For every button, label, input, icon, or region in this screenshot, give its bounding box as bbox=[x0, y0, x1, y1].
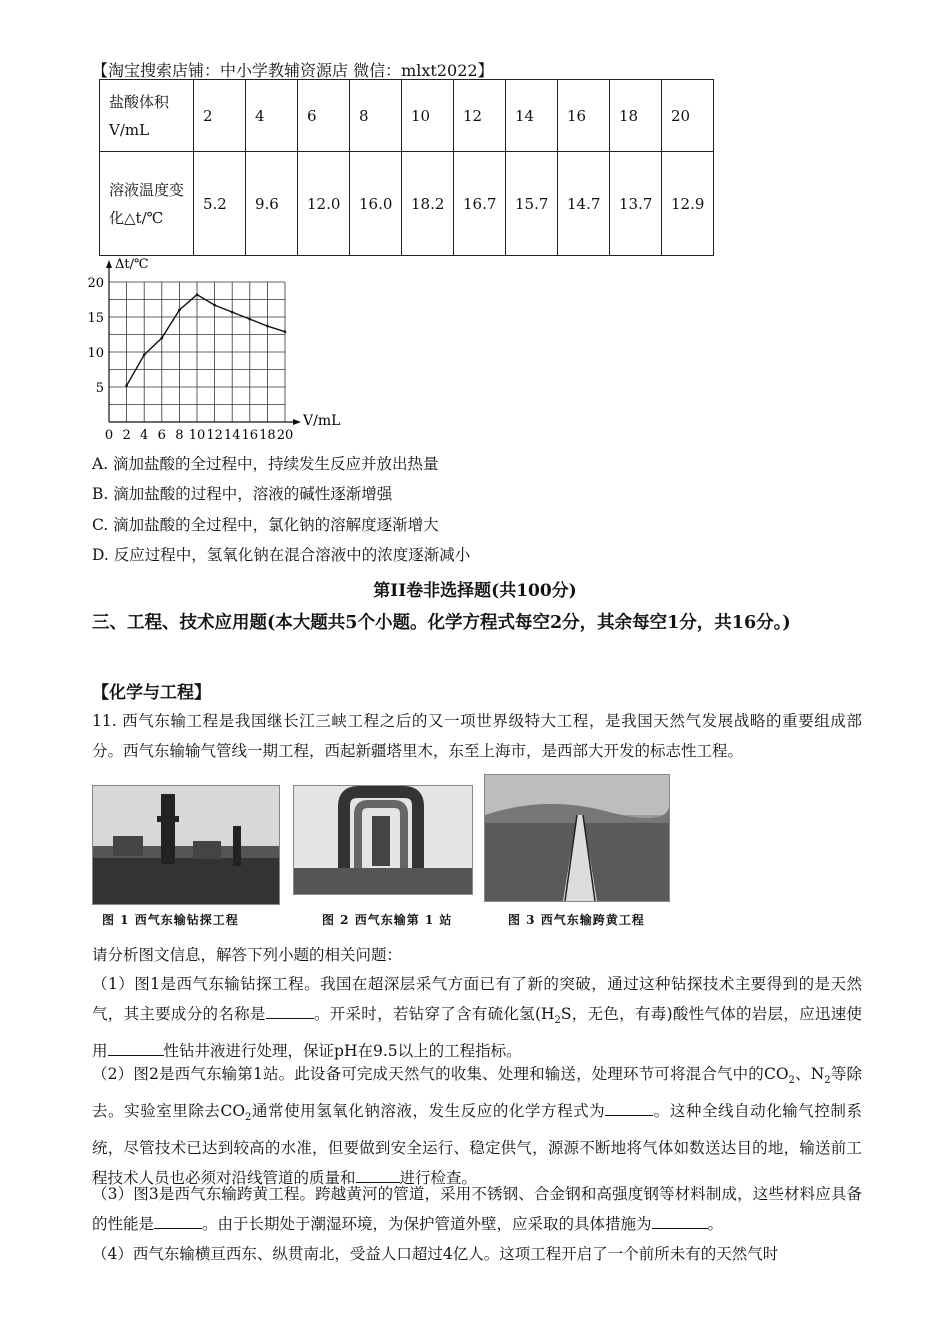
table-cell: 16.7 bbox=[454, 152, 506, 256]
x-tick-label: 0 bbox=[104, 428, 114, 443]
table-cell: 5.2 bbox=[194, 152, 246, 256]
x-axis-label: V/mL bbox=[303, 413, 341, 429]
q1-text-b: 。开采时，若钻穿了含有硫化氢(H bbox=[313, 1005, 555, 1023]
data-point bbox=[196, 293, 199, 296]
question-11-intro: 11. 西气东输工程是我国继长江三峡工程之后的又一项世界级特大工程，是我国天然气发展战略的重要组成部分。西气东输输气管线一期工程，西起新疆塔里木，东至上海市，是西部大开发的标志性工程。 bbox=[92, 712, 862, 760]
data-point bbox=[161, 337, 164, 340]
q1-subscript: 2 bbox=[554, 1015, 561, 1027]
data-point bbox=[284, 330, 287, 333]
q2-subscript: 2 bbox=[245, 1112, 252, 1124]
x-axis-arrow bbox=[293, 419, 301, 425]
table-cell: 9.6 bbox=[246, 152, 298, 256]
question-11-1 bbox=[92, 969, 862, 1066]
data-point bbox=[231, 311, 234, 314]
data-table bbox=[99, 79, 714, 256]
q2-text-c: 等除去。实验室里除去CO bbox=[92, 1065, 862, 1121]
q1-text-d: 性钻井液进行处理，保证pH在9.5以上的工程指标。 bbox=[163, 1042, 522, 1061]
x-tick-label: 12 bbox=[206, 428, 223, 443]
figure-2-caption: 图 2 西气东输第 1 站 bbox=[322, 913, 453, 927]
q2-subscript: 2 bbox=[824, 1075, 831, 1087]
x-tick-label: 20 bbox=[276, 428, 294, 443]
data-point bbox=[178, 309, 181, 312]
answer-blank[interactable] bbox=[652, 1213, 708, 1230]
table-cell: 8 bbox=[350, 80, 402, 152]
answer-blank[interactable] bbox=[108, 1040, 164, 1057]
row-label-volume: 盐酸体积V/mL bbox=[100, 80, 194, 152]
table-row bbox=[100, 80, 714, 152]
x-tick-label: 16 bbox=[241, 428, 259, 443]
bracket-title: 【化学与工程】 bbox=[92, 683, 211, 703]
part3-title: 三、工程、技术应用题(本大题共5个小题。化学方程式每空2分，其余每空1分，共16分。) bbox=[92, 613, 791, 633]
drilling-rig-illustration bbox=[93, 786, 279, 904]
table-row bbox=[100, 152, 714, 256]
table-cell: 15.7 bbox=[506, 152, 558, 256]
x-tick-label: 4 bbox=[140, 428, 149, 443]
data-point bbox=[125, 384, 128, 387]
q1-text-c: S，无色，有毒)酸性气体的岩层，应迅速使用 bbox=[92, 1005, 862, 1061]
y-axis-arrow bbox=[106, 260, 112, 268]
data-series-line bbox=[127, 295, 285, 386]
option-b: B. 滴加盐酸的过程中，溶液的碱性逐渐增强 bbox=[92, 485, 393, 503]
figure-3-image bbox=[484, 774, 670, 902]
table-cell: 12 bbox=[454, 80, 506, 152]
table-cell: 2 bbox=[194, 80, 246, 152]
x-tick-label: 10 bbox=[188, 428, 206, 443]
data-point bbox=[266, 325, 269, 328]
row-label-temp: 溶液温度变化△t/℃ bbox=[100, 152, 194, 256]
option-c: C. 滴加盐酸的全过程中，氯化钠的溶解度逐渐增大 bbox=[92, 516, 439, 534]
table-cell: 16.0 bbox=[350, 152, 402, 256]
figure-3-caption: 图 3 西气东输跨黄工程 bbox=[508, 913, 645, 927]
q2-text-e: 。这种全线自动化输气控制系统，尽管技术已达到较高的水准，但要做到安全运行、稳定供气，源源不断地将气体如数送达目的地，输送前工程技术人员也必须对沿线管道的质量和 bbox=[92, 1102, 862, 1188]
table-cell: 10 bbox=[402, 80, 454, 152]
question-11-2 bbox=[92, 1059, 862, 1193]
table-cell: 4 bbox=[246, 80, 298, 152]
table-cell: 13.7 bbox=[610, 152, 662, 256]
figure-1-caption: 图 1 西气东输钻探工程 bbox=[102, 913, 239, 927]
temperature-line-chart bbox=[82, 252, 372, 444]
table-cell: 18.2 bbox=[402, 152, 454, 256]
answer-blank[interactable] bbox=[154, 1213, 202, 1230]
q3-text-c: 。 bbox=[707, 1215, 724, 1233]
table-cell: 14 bbox=[506, 80, 558, 152]
question-11-4: （4）西气东输横亘西东、纵贯南北，受益人口超过4亿人。这项工程开启了一个前所未有的天然气时 bbox=[92, 1245, 779, 1263]
q2-text-d: 通常使用氢氧化钠溶液，发生反应的化学方程式为 bbox=[251, 1102, 606, 1121]
option-a: A. 滴加盐酸的全过程中，持续发生反应并放出热量 bbox=[92, 455, 439, 473]
data-point bbox=[143, 354, 146, 357]
q2-subscript: 2 bbox=[788, 1075, 795, 1087]
y-tick-label: 15 bbox=[87, 311, 104, 326]
x-tick-label: 14 bbox=[223, 428, 241, 443]
table-cell: 14.7 bbox=[558, 152, 610, 256]
section-title: 第II卷非选择题(共100分) bbox=[373, 581, 577, 601]
table-cell: 12.0 bbox=[298, 152, 350, 256]
answer-blank[interactable] bbox=[266, 1003, 314, 1020]
table-cell: 20 bbox=[662, 80, 714, 152]
gas-station-illustration bbox=[294, 786, 472, 894]
q2-text-b: 、N bbox=[794, 1065, 825, 1083]
x-tick-label: 18 bbox=[259, 428, 276, 443]
y-tick-label: 10 bbox=[87, 346, 104, 361]
y-axis-label: Δt/℃ bbox=[115, 257, 149, 272]
option-d: D. 反应过程中，氢氧化钠在混合溶液中的浓度逐渐减小 bbox=[92, 546, 471, 564]
q3-text-a: （3）图3是西气东输跨黄工程。跨越黄河的管道，采用不锈钢、合金钢和高强度钢等材料制成，这些材料应具备的性能是 bbox=[92, 1185, 862, 1233]
question-11-3 bbox=[92, 1179, 862, 1239]
figure-1-image bbox=[92, 785, 280, 905]
table-cell: 6 bbox=[298, 80, 350, 152]
data-point bbox=[213, 304, 216, 307]
x-tick-label: 6 bbox=[157, 428, 166, 443]
answer-blank[interactable] bbox=[605, 1100, 653, 1117]
x-tick-label: 2 bbox=[122, 428, 131, 443]
data-point bbox=[249, 318, 252, 321]
table-cell: 16 bbox=[558, 80, 610, 152]
q2-text-f: 进行检查。 bbox=[399, 1169, 478, 1188]
q3-text-b: 。由于长期处于潮湿环境，为保护管道外壁，应采取的具体措施为 bbox=[202, 1215, 652, 1233]
pipeline-bridge-illustration bbox=[485, 775, 669, 901]
header-note: 【淘宝搜索店铺：中小学教辅资源店 微信：mlxt2022】 bbox=[92, 61, 494, 80]
y-tick-label: 20 bbox=[87, 276, 104, 291]
x-tick-label: 8 bbox=[175, 428, 184, 443]
figure-2-image bbox=[293, 785, 473, 895]
table-cell: 12.9 bbox=[662, 152, 714, 256]
q2-text-a: （2）图2是西气东输第1站。此设备可完成天然气的收集、处理和输送，处理环节可将混合气中的CO bbox=[92, 1065, 789, 1083]
y-tick-label: 5 bbox=[95, 381, 104, 396]
table-cell: 18 bbox=[610, 80, 662, 152]
q1-text-a: （1）图1是西气东输钻探工程。我国在超深层采气方面已有了新的突破，通过这种钻探技术主要得到的是天然气，其主要成分的名称是 bbox=[92, 975, 862, 1023]
analysis-prompt: 请分析图文信息，解答下列小题的相关问题： bbox=[92, 946, 403, 964]
